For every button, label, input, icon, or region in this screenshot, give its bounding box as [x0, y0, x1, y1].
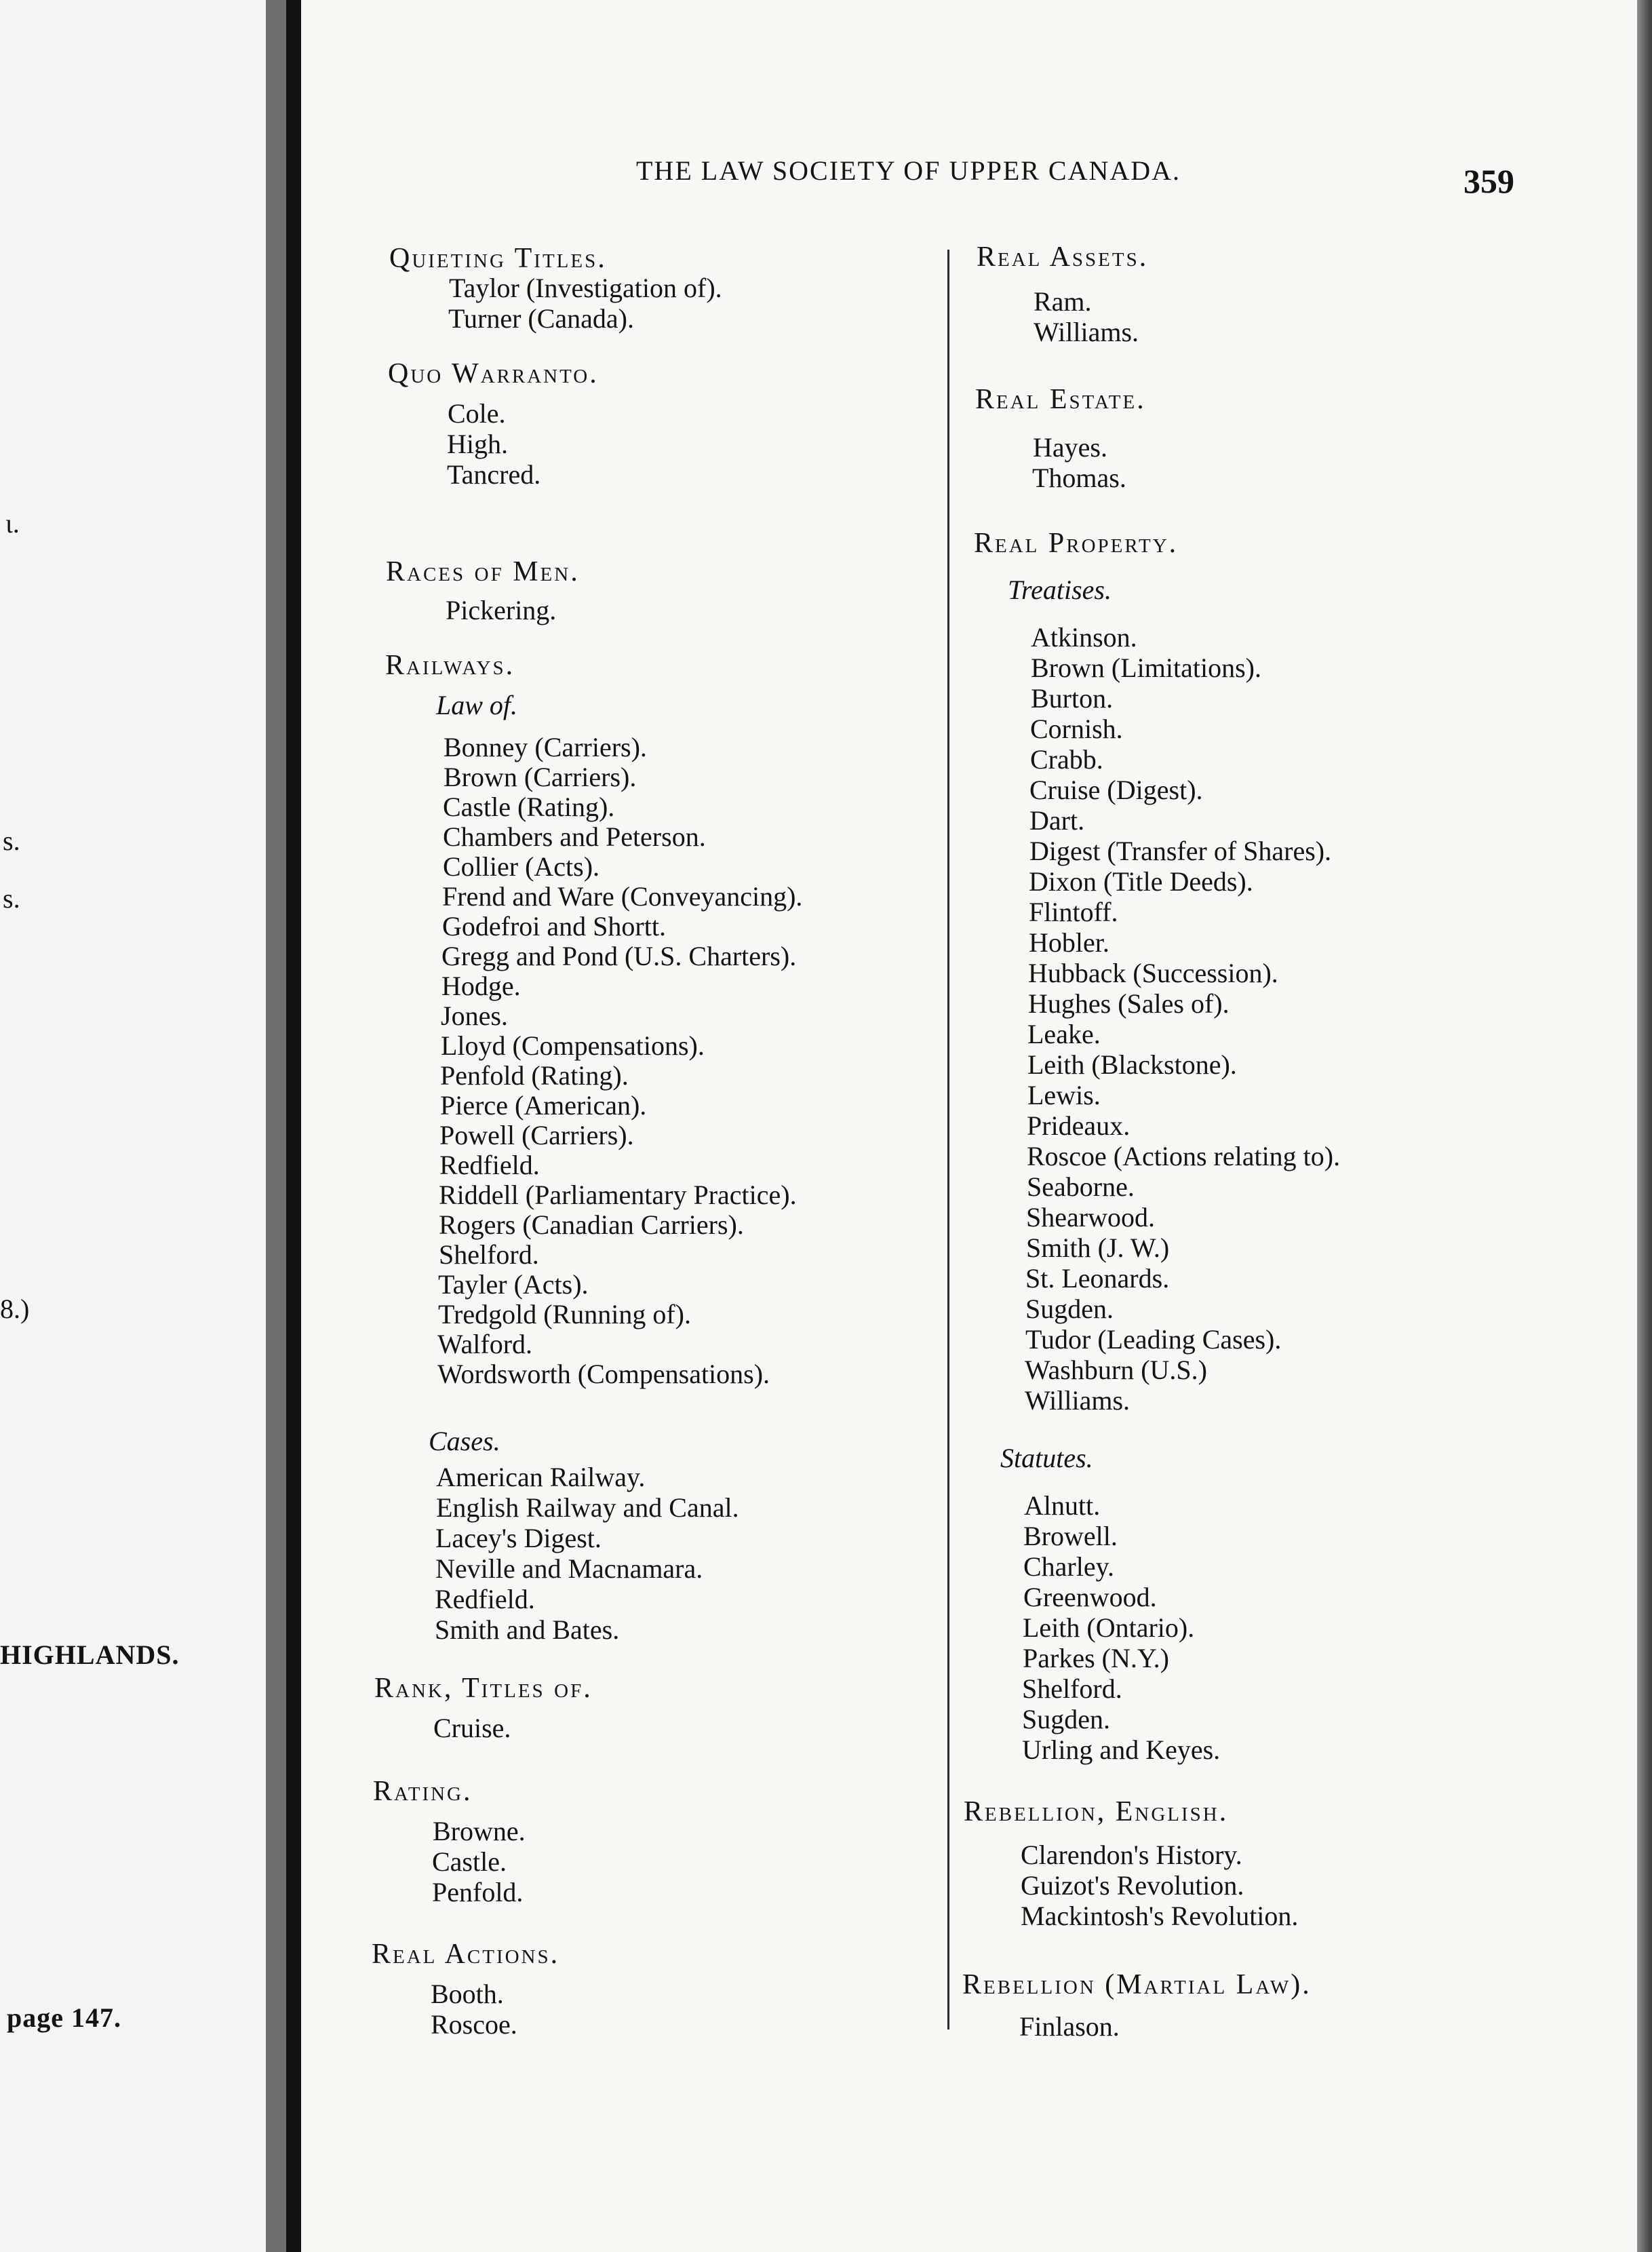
left-index-entry: Turner (Canada).	[448, 303, 635, 334]
left-index-entry: Rogers (Canadian Carriers).	[439, 1209, 744, 1240]
right-index-entry: Hayes.	[1033, 432, 1107, 463]
left-index-entry: American Railway.	[436, 1462, 646, 1492]
left-heading: Quo Warranto.	[388, 358, 599, 389]
left-heading: Quieting Titles.	[389, 243, 607, 274]
right-index-entry: Leith (Blackstone).	[1027, 1049, 1237, 1080]
right-index-entry: Lewis.	[1027, 1080, 1101, 1110]
right-index-entry: Sugden.	[1025, 1294, 1114, 1324]
left-index-entry: Godefroi and Shortt.	[442, 911, 666, 941]
facing-page-fragment: 8.)	[0, 1294, 30, 1324]
right-index-entry: Clarendon's History.	[1021, 1840, 1242, 1870]
left-index-entry: Pickering.	[446, 595, 557, 625]
right-index-entry: Prideaux.	[1027, 1110, 1130, 1141]
right-subheading: Statutes.	[1000, 1443, 1093, 1473]
left-index-entry: Frend and Ware (Conveyancing).	[442, 881, 803, 912]
left-index-entry: Tredgold (Running of).	[438, 1299, 691, 1329]
right-index-entry: Roscoe (Actions relating to).	[1027, 1141, 1341, 1171]
left-index-entry: Penfold (Rating).	[440, 1060, 629, 1091]
left-subheading: Law of.	[436, 690, 518, 720]
right-subheading: Treatises.	[1008, 575, 1112, 605]
left-index-entry: Tancred.	[447, 459, 541, 490]
right-index-entry: Leake.	[1027, 1019, 1101, 1049]
right-index-entry: Burton.	[1031, 683, 1114, 714]
left-subheading: Cases.	[429, 1426, 500, 1456]
right-index-entry: Mackintosh's Revolution.	[1021, 1901, 1299, 1931]
left-index-entry: Cruise.	[433, 1713, 511, 1743]
right-index-entry: Greenwood.	[1023, 1582, 1157, 1612]
right-index-entry: Parkes (N.Y.)	[1023, 1643, 1169, 1673]
left-index-entry: Riddell (Parliamentary Practice).	[439, 1180, 797, 1210]
right-index-entry: Digest (Transfer of Shares).	[1029, 836, 1332, 866]
left-index-entry: Collier (Acts).	[443, 851, 600, 882]
left-index-entry: English Railway and Canal.	[436, 1492, 739, 1523]
right-index-entry: Dixon (Title Deeds).	[1029, 866, 1253, 897]
left-index-entry: Bonney (Carriers).	[444, 732, 647, 762]
left-index-entry: Neville and Macnamara.	[435, 1553, 703, 1584]
facing-page-fragment: HIGHLANDS.	[0, 1639, 180, 1670]
right-index-entry: Guizot's Revolution.	[1021, 1870, 1244, 1901]
left-index-entry: Wordsworth (Compensations).	[437, 1359, 770, 1389]
left-index-entry: Roscoe.	[431, 2009, 517, 2040]
right-index-entry: Brown (Limitations).	[1031, 653, 1261, 683]
right-index-entry: Hobler.	[1029, 927, 1109, 958]
right-index-entry: Browell.	[1023, 1521, 1118, 1551]
left-index-entry: Taylor (Investigation of).	[449, 273, 722, 303]
right-index-entry: Cruise (Digest).	[1029, 775, 1203, 805]
right-index-entry: Shelford.	[1022, 1673, 1122, 1704]
right-index-entry: Hughes (Sales of).	[1028, 988, 1230, 1019]
right-index-entry: Dart.	[1029, 805, 1085, 836]
right-index-entry: Shearwood.	[1026, 1202, 1155, 1232]
page-number: 359	[1463, 162, 1514, 200]
right-heading: Real Property.	[974, 528, 1179, 559]
facing-page-fragment: page 147.	[7, 2002, 121, 2033]
right-heading: Rebellion (Martial Law).	[962, 1969, 1312, 2000]
left-index-entry: Jones.	[441, 1001, 508, 1031]
left-index-entry: Hodge.	[441, 971, 521, 1001]
left-index-entry: Redfield.	[435, 1584, 535, 1614]
left-index-entry: Lloyd (Compensations).	[441, 1030, 705, 1061]
right-index-entry: Sugden.	[1022, 1704, 1110, 1734]
right-index-entry: Atkinson.	[1031, 622, 1137, 653]
right-index-entry: Smith (J. W.)	[1026, 1232, 1170, 1263]
left-index-entry: High.	[447, 429, 508, 459]
right-heading: Real Assets.	[977, 241, 1149, 273]
left-index-entry: Cole.	[448, 398, 506, 429]
left-heading: Real Actions.	[372, 1939, 560, 1970]
facing-page-fragment: ι.	[5, 508, 20, 539]
left-index-entry: Penfold.	[432, 1877, 524, 1907]
left-heading: Rank, Titles of.	[374, 1673, 593, 1704]
left-index-entry: Browne.	[433, 1816, 526, 1846]
right-index-entry: Seaborne.	[1027, 1171, 1135, 1202]
right-index-entry: Flintoff.	[1029, 897, 1118, 927]
right-index-entry: Tudor (Leading Cases).	[1025, 1324, 1282, 1355]
right-index-entry: Finlason.	[1019, 2011, 1120, 2042]
left-index-entry: Gregg and Pond (U.S. Charters).	[441, 941, 797, 971]
left-heading: Railways.	[385, 650, 515, 681]
right-index-entry: Crabb.	[1030, 744, 1103, 775]
right-index-entry: Williams.	[1034, 317, 1139, 347]
right-index-entry: Charley.	[1023, 1551, 1115, 1582]
right-heading: Rebellion, English.	[964, 1796, 1229, 1827]
right-index-entry: Urling and Keyes.	[1022, 1734, 1221, 1765]
left-index-entry: Tayler (Acts).	[438, 1269, 589, 1300]
facing-page-fragment: s.	[3, 826, 20, 856]
left-index-entry: Shelford.	[439, 1239, 539, 1270]
left-heading: Rating.	[373, 1776, 473, 1807]
left-index-entry: Walford.	[437, 1329, 533, 1359]
left-index-entry: Redfield.	[439, 1150, 540, 1180]
right-heading: Real Estate.	[975, 384, 1146, 415]
running-header: THE LAW SOCIETY OF UPPER CANADA.	[636, 155, 1181, 186]
right-index-entry: Alnutt.	[1024, 1490, 1101, 1521]
left-index-entry: Pierce (American).	[440, 1090, 647, 1121]
left-index-entry: Brown (Carriers).	[444, 762, 637, 792]
facing-page-fragment: s.	[3, 883, 20, 914]
left-index-entry: Lacey's Digest.	[435, 1523, 602, 1553]
right-index-entry: Ram.	[1034, 286, 1092, 317]
right-index-entry: Thomas.	[1032, 463, 1126, 493]
left-index-entry: Booth.	[431, 1979, 504, 2009]
left-index-entry: Castle (Rating).	[443, 792, 615, 822]
left-index-entry: Powell (Carriers).	[439, 1120, 634, 1150]
left-index-entry: Castle.	[432, 1846, 507, 1877]
right-index-entry: St. Leonards.	[1025, 1263, 1170, 1294]
right-index-entry: Leith (Ontario).	[1023, 1612, 1195, 1643]
left-heading: Races of Men.	[386, 556, 580, 587]
right-index-entry: Hubback (Succession).	[1028, 958, 1278, 988]
left-index-entry: Chambers and Peterson.	[443, 821, 706, 852]
right-index-entry: Washburn (U.S.)	[1025, 1355, 1207, 1385]
right-index-entry: Williams.	[1025, 1385, 1130, 1416]
left-index-entry: Smith and Bates.	[435, 1614, 620, 1645]
right-index-entry: Cornish.	[1030, 714, 1123, 744]
